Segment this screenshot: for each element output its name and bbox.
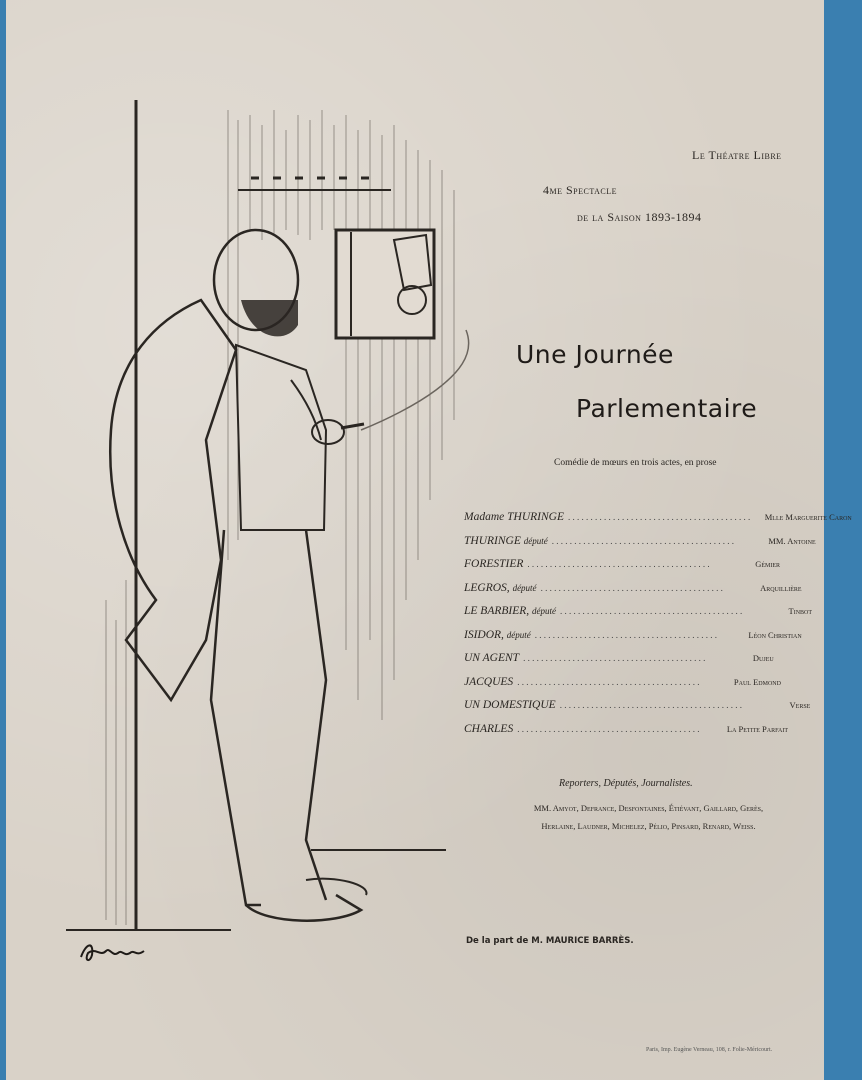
cast-list — [464, 511, 852, 746]
extras-title: Reporters, Députés, Journalistes. — [559, 778, 693, 789]
actor-name: MM. Antoine — [768, 535, 816, 546]
cast-row — [464, 723, 809, 747]
role-name: THURINGE député — [464, 534, 548, 547]
role-name: JACQUES — [464, 675, 514, 688]
actor-name: Léon Christian — [748, 629, 802, 640]
leader-dots: . . . . . . . . . . . . . . . . . . . . . . . . . . . . . . . . . . . . . . . . . — [517, 723, 700, 734]
extras-line-2: Herlaine, Laudner, Michelez, Pélio, Pinsard, Renard, Weiss. — [541, 821, 756, 831]
cast-row — [464, 605, 813, 629]
leader-dots: . . . . . . . . . . . . . . . . . . . . . . . . . . . . . . . . . . . . . . . . . — [551, 535, 734, 546]
title-line-1: Une Journée — [516, 340, 674, 369]
role-name: FORESTIER — [464, 558, 524, 570]
leader-dots: . . . . . . . . . . . . . . . . . . . . . . . . . . . . . . . . . . . . . . . . . — [527, 559, 710, 569]
actor-name: La Petite Parfait — [726, 723, 789, 734]
play-subtitle: Comédie de mœurs en trois actes, en prose — [554, 458, 717, 468]
title-line-2: Parlementaire — [576, 394, 758, 423]
printer-imprint: Paris, Imp. Eugène Verneau, 108, r. Folie-Méricourt. — [646, 1047, 773, 1053]
cast-row — [464, 582, 809, 606]
role-name: ISIDOR, député — [464, 628, 531, 641]
leader-dots: . . . . . . . . . . . . . . . . . . . . . . . . . . . . . . . . . . . . . . . . . — [523, 653, 706, 663]
leader-dots: . . . . . . . . . . . . . . . . . . . . . . . . . . . . . . . . . . . . . . . . . — [560, 606, 743, 616]
extras-line-1: MM. Amyot, Defrance, Desfontaines, Étiévant, Gaillard, Gerès, — [533, 803, 764, 813]
role-name: CHARLES — [464, 722, 514, 735]
program-sheet — [6, 0, 852, 1080]
leader-dots: . . . . . . . . . . . . . . . . . . . . . . . . . . . . . . . . . . . . . . . . . — [567, 512, 751, 522]
leader-dots: . . . . . . . . . . . . . . . . . . . . . . . . . . . . . . . . . . . . . . . . . — [534, 629, 718, 640]
dedication: De la part de M. MAURICE BARRÈS. — [466, 936, 634, 946]
role-name: UN DOMESTIQUE — [464, 699, 556, 711]
role-name: LEGROS, député — [464, 581, 537, 594]
leader-dots: . . . . . . . . . . . . . . . . . . . . . . . . . . . . . . . . . . . . . . . . . — [517, 676, 700, 687]
spectacle-number: 4me Spectacle — [543, 183, 617, 197]
actor-name: Dujeu — [752, 653, 774, 663]
actor-name: Verse — [789, 700, 811, 710]
cast-row — [464, 558, 809, 582]
season: de la Saison 1893-1894 — [577, 210, 702, 224]
role-name: Madame THURINGE — [464, 511, 564, 523]
cast-row — [464, 511, 852, 535]
role-name: UN AGENT — [464, 652, 520, 664]
cast-row — [464, 652, 809, 676]
theatre-name: Le Théatre Libre — [692, 148, 782, 162]
actor-name: Tinbot — [788, 606, 813, 616]
actor-name: Arquillière — [760, 582, 802, 593]
cast-row — [464, 676, 809, 700]
leader-dots: . . . . . . . . . . . . . . . . . . . . . . . . . . . . . . . . . . . . . . . . . — [540, 582, 723, 593]
artist-signature — [76, 935, 151, 967]
forain-illustration — [6, 0, 486, 980]
cast-row — [464, 699, 809, 723]
cast-row — [464, 534, 816, 559]
cast-row — [464, 629, 809, 653]
role-name: LE BARBIER, député — [464, 605, 557, 617]
actor-name: Mlle Marguerite Caron — [764, 512, 852, 522]
actor-name: Gémier — [755, 559, 781, 569]
leader-dots: . . . . . . . . . . . . . . . . . . . . . . . . . . . . . . . . . . . . . . . . . — [559, 700, 742, 710]
actor-name: Paul Edmond — [733, 676, 781, 687]
